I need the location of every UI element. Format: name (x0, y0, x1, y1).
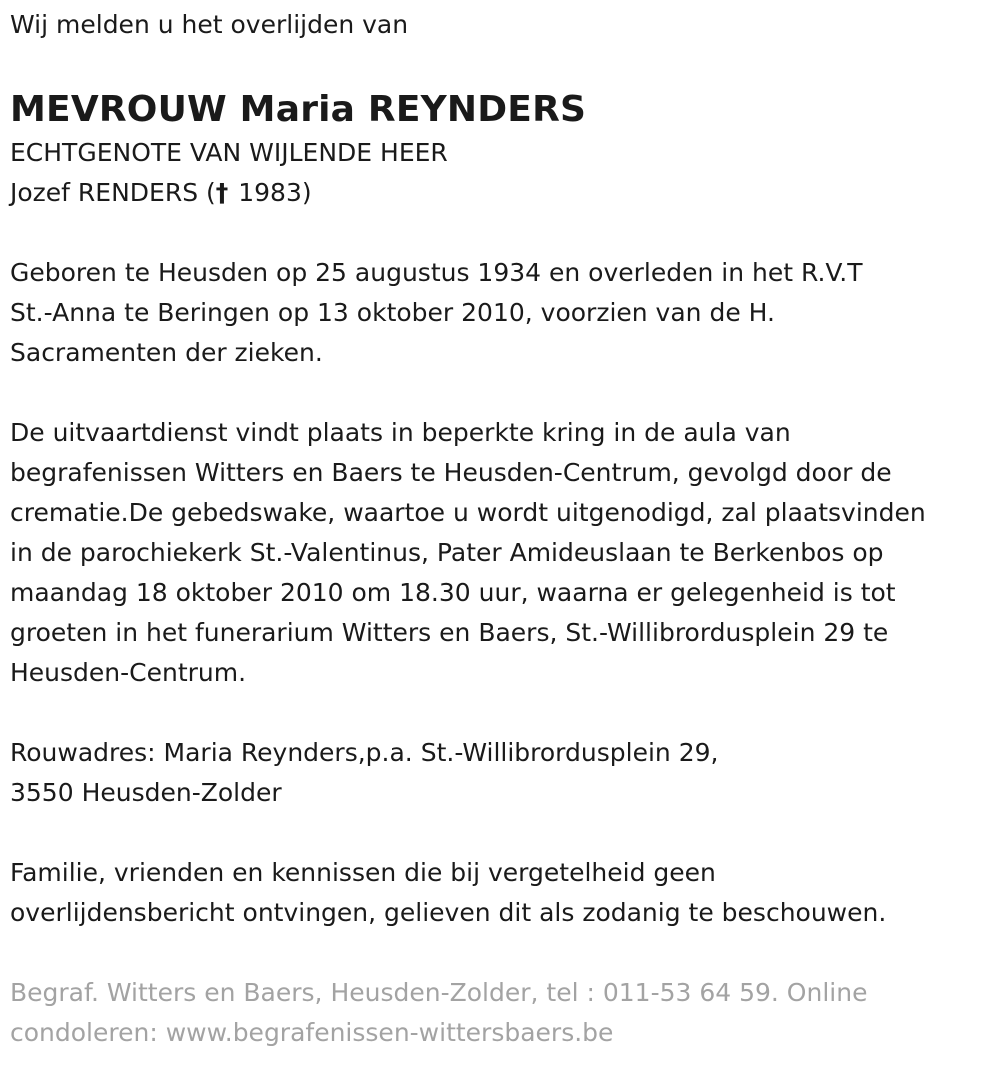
service-line: Heusden-Centrum. (10, 658, 247, 687)
family-line: Familie, vrienden en kennissen die bij vergetelheid geen (10, 858, 716, 887)
spouse-death-year: 1983) (230, 178, 312, 207)
footer-line: condoleren: www.begrafenissen-wittersbaers.be (10, 1018, 614, 1047)
intro-text: Wij melden u het overlijden van (10, 10, 409, 39)
service-line: groeten in het funerarium Witters en Baers, St.-Willibrordusplein 29 te (10, 618, 889, 647)
family-notice-paragraph (10, 853, 990, 933)
spouse-name: Jozef RENDERS ( (10, 178, 216, 207)
service-line: maandag 18 oktober 2010 om 18.30 uur, waarna er gelegenheid is tot (10, 578, 896, 607)
deceased-name: MEVROUW Maria REYNDERS (10, 89, 587, 130)
service-line: De uitvaartdienst vindt plaats in beperkte kring in de aula van (10, 418, 791, 447)
funeral-home-footer (10, 973, 990, 1053)
birth-line: St.-Anna te Beringen op 13 oktober 2010, voorzien van de H. (10, 298, 775, 327)
address-line: 3550 Heusden-Zolder (10, 778, 282, 807)
service-line: begrafenissen Witters en Baers te Heusden-Centrum, gevolgd door de (10, 458, 892, 487)
service-line: crematie.De gebedswake, waartoe u wordt uitgenodigd, zal plaatsvinden (10, 498, 926, 527)
cross-icon: † (215, 178, 229, 207)
footer-line: Begraf. Witters en Baers, Heusden-Zolder, tel : 011-53 64 59. Online (10, 978, 868, 1007)
family-line: overlijdensbericht ontvingen, gelieven dit als zodanig te beschouwen. (10, 898, 887, 927)
spouse-name-line (10, 173, 990, 213)
address-line: Rouwadres: Maria Reynders,p.a. St.-Willibrordusplein 29, (10, 738, 719, 767)
birth-line: Sacramenten der zieken. (10, 338, 323, 367)
birth-death-paragraph (10, 253, 990, 373)
spouse-info (10, 133, 990, 213)
service-line: in de parochiekerk St.-Valentinus, Pater Amideuslaan te Berkenbos op (10, 538, 884, 567)
birth-line: Geboren te Heusden op 25 augustus 1934 en overleden in het R.V.T (10, 258, 863, 287)
mourning-address-paragraph (10, 733, 990, 813)
spouse-title: ECHTGENOTE VAN WIJLENDE HEER (10, 138, 448, 167)
funeral-service-paragraph (10, 413, 990, 693)
